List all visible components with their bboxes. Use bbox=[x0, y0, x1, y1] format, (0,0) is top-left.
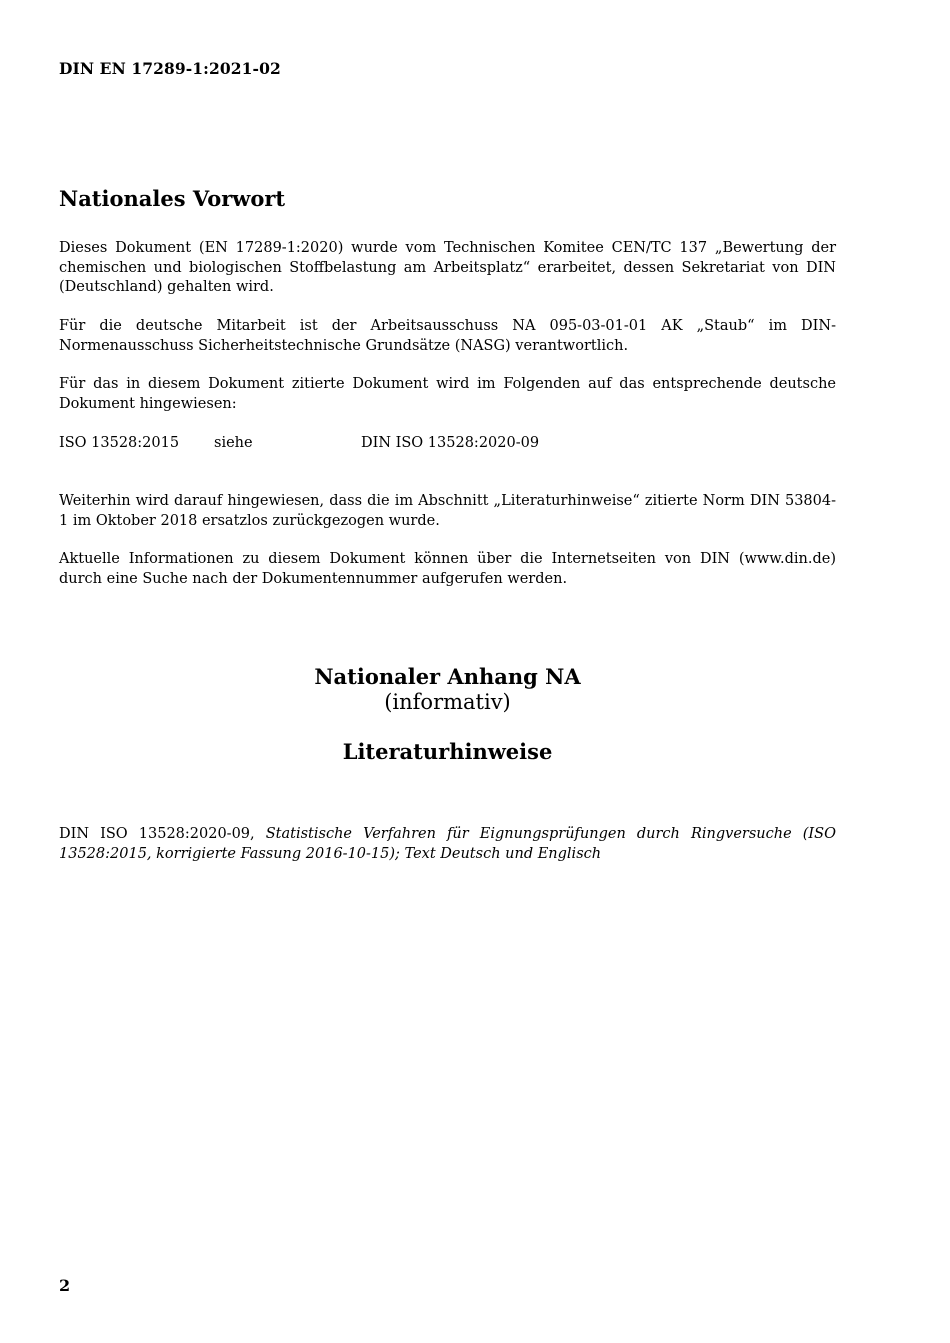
foreword-title: Nationales Vorwort bbox=[59, 186, 286, 211]
bibliography-entry-title: Statistische Verfahren für Eignungsprüfungen durch Ringversuche (ISO 13528:2015, korrigierte Fassung 2016-10-15); Text Deutsch und Englisch bbox=[59, 826, 836, 862]
foreword-paragraph-5: Aktuelle Informationen zu diesem Dokument können über die Internetseiten von DIN (www.din.de) durch eine Suche nach der Dokumentennummer aufgerufen werden. bbox=[59, 551, 836, 587]
reference-iso: ISO 13528:2015 bbox=[59, 435, 180, 451]
reference-siehe: siehe bbox=[214, 435, 253, 451]
reference-row bbox=[59, 434, 836, 454]
reference-din: DIN ISO 13528:2020-09 bbox=[361, 435, 540, 451]
foreword-paragraph-2: Für die deutsche Mitarbeit ist der Arbeitsausschuss NA 095-03-01-01 AK „Staub“ im DIN-Normenausschuss Sicherheitstechnische Grundsätze (NASG) verantwortlich. bbox=[59, 318, 836, 354]
foreword-paragraph-1: Dieses Dokument (EN 17289-1:2020) wurde vom Technischen Komitee CEN/TC 137 „Bewertung der chemischen und biologischen Stoffbelastung am Arbeitsplatz“ erarbeitet, dessen Sekretariat von DIN (Deutschland) gehalten wird. bbox=[59, 240, 836, 296]
foreword-paragraph-4: Weiterhin wird darauf hingewiesen, dass die im Abschnitt „Literaturhinweise“ zitierte Norm DIN 53804-1 im Oktober 2018 ersatzlos zurückgezogen wurde. bbox=[59, 493, 836, 529]
annex-subtitle: (informativ) bbox=[384, 690, 511, 714]
document-header-id: DIN EN 17289-1:2021-02 bbox=[59, 59, 281, 78]
foreword-paragraph-3: Für das in diesem Dokument zitierte Dokument wird im Folgenden auf das entsprechende deutsche Dokument hingewiesen: bbox=[59, 376, 836, 412]
bibliography-heading: Literaturhinweise bbox=[342, 739, 553, 764]
bibliography-entry bbox=[59, 825, 836, 864]
annex-title: Nationaler Anhang NA bbox=[314, 664, 581, 689]
bibliography-entry-ref: DIN ISO 13528:2020-09, bbox=[59, 826, 266, 842]
page-number: 2 bbox=[59, 1276, 71, 1295]
